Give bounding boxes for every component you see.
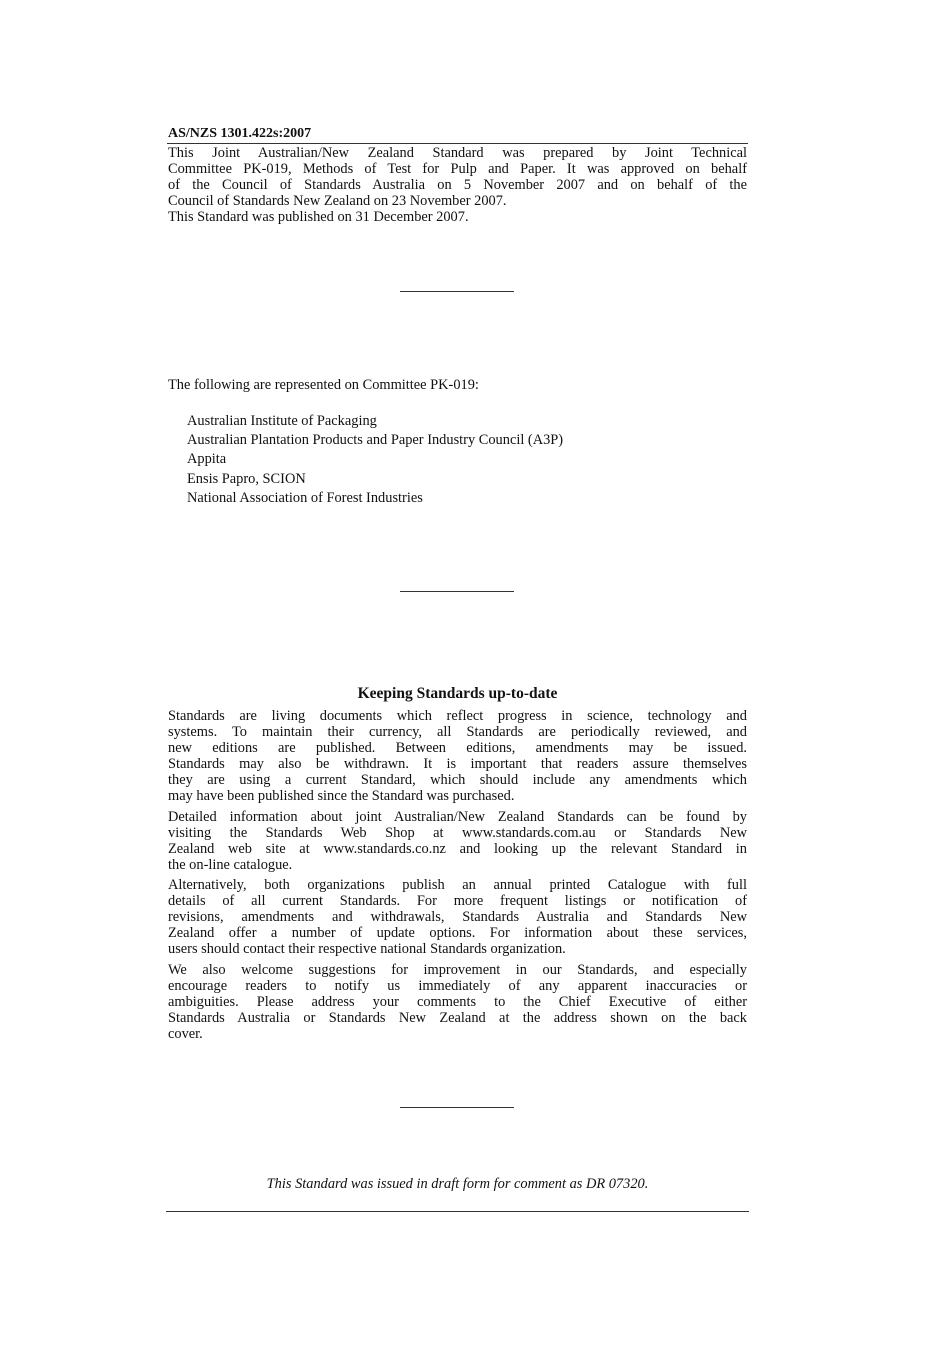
separator-rule [400,591,514,592]
standard-number: AS/NZS 1301.422s:2007 [168,126,312,141]
paragraph [168,962,747,1042]
paragraph [168,708,747,804]
text-line: users should contact their respective national Standards organization. [168,941,566,957]
text-line: visiting the Standards Web Shop at www.standards.com.au or Standards New [168,824,747,841]
prep-line: of the Council of Standards Australia on 5 November 2007 and on behalf of the [168,177,747,193]
text-line: ambiguities. Please address your comments to the Chief Executive of either [168,993,747,1010]
text-line: Detailed information about joint Australian/New Zealand Standards can be found by [168,808,747,825]
committee-member: Ensis Papro, SCION [187,470,306,487]
text-line: encourage readers to notify us immediately of any apparent inaccuracies or [168,977,747,994]
prep-line: Council of Standards New Zealand on 23 November 2007. [168,193,507,209]
committee-member: Australian Plantation Products and Paper Industry Council (A3P) [187,432,564,449]
text-line: revisions, amendments and withdrawals, Standards Australia and Standards New [168,909,747,925]
committee-member: Australian Institute of Packaging [187,413,377,429]
draft-note: This Standard was issued in draft form for comment as DR 07320. [266,1176,649,1192]
separator-rule [400,1107,514,1108]
text-line: systems. To maintain their currency, all Standards are periodically reviewed, and [168,724,747,740]
section-title: Keeping Standards up-to-date [357,685,558,702]
paragraph [168,809,747,873]
prep-line: This Joint Australian/New Zealand Standard was prepared by Joint Technical [168,145,747,161]
committee-intro: The following are represented on Committee PK-019: [168,377,479,393]
text-line: details of all current Standards. For more frequent listings or notification of [168,893,747,909]
text-line: new editions are published. Between editions, amendments may be issued. [168,740,747,756]
text-line: they are using a current Standard, which should include any amendments which [168,772,747,788]
committee-member: Appita [187,451,227,468]
separator-rule [400,291,514,292]
committee-member: National Association of Forest Industries [187,489,423,506]
footer-rule [166,1211,749,1212]
committee-member-list [187,412,563,508]
publication-date: This Standard was published on 31 December 2007. [168,209,469,225]
text-line: Standards are living documents which reflect progress in science, technology and [168,708,747,724]
text-line: may have been published since the Standard was purchased. [168,788,515,804]
text-line: Zealand offer a number of update options. For information about these services, [168,925,747,941]
text-line: Zealand web site at www.standards.co.nz and looking up the relevant Standard in [168,840,747,857]
header-rule [167,143,748,144]
text-line: Standards may also be withdrawn. It is important that readers assure themselves [168,756,747,772]
keeping-standards-body [168,708,747,1046]
prep-line: Committee PK-019, Methods of Test for Pulp and Paper. It was approved on behalf [168,161,747,177]
text-line: the on-line catalogue. [168,856,293,873]
paragraph [168,877,747,957]
preparation-statement [168,145,747,225]
text-line: cover. [168,1025,203,1042]
text-line: Standards Australia or Standards New Zealand at the address shown on the back [168,1009,747,1026]
text-line: We also welcome suggestions for improvement in our Standards, and especially [168,961,747,978]
text-line: Alternatively, both organizations publish an annual printed Catalogue with full [168,877,747,893]
